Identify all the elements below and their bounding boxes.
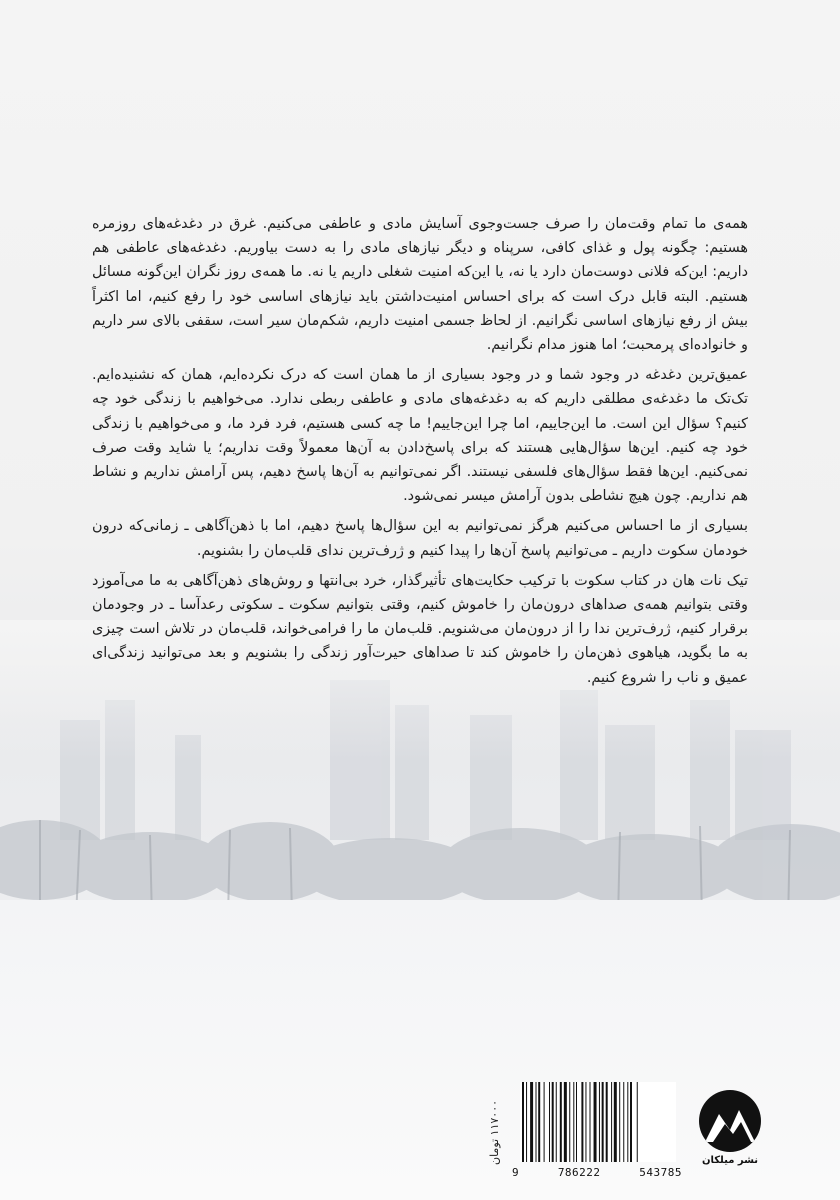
barcode-bar bbox=[526, 1082, 527, 1162]
barcode-bar bbox=[627, 1082, 628, 1162]
barcode-bar bbox=[623, 1082, 624, 1162]
barcode-bar bbox=[599, 1082, 600, 1162]
barcode-bar bbox=[585, 1082, 586, 1162]
isbn-digits bbox=[512, 1166, 682, 1179]
barcode-bar bbox=[530, 1082, 533, 1162]
barcode-bar bbox=[522, 1082, 524, 1162]
price-label: ۱۱۷۰۰۰ تومان bbox=[488, 1099, 501, 1165]
barcode-bar bbox=[594, 1082, 597, 1162]
barcode-bar bbox=[564, 1082, 567, 1162]
barcode-bar bbox=[576, 1082, 577, 1162]
barcode-bar bbox=[606, 1082, 608, 1162]
paragraph-2: عمیق‌ترین دغدغه در وجود شما و در وجود بسیاری از ما همان است که درک نکرده‌ایم، همان که نشنیده‌ایم. تک‌تک ما دغدغه‌ی مطلقی داریم که به دغدغه‌های مادی و عاطفی ربطی ندارد. می‌خواهیم با زندگی خود چه کنیم؟ سؤال این است. ما این‌جاییم، اما چرا این‌جاییم! ما چه کسی هستیم، فرد فرد ما، و می‌خواهیم با زندگی خود چه کنیم. این‌ها سؤال‌هایی هستند که برای پاسخ‌دادن به آن‌ها معمولاً وقت نداریم؛ یا شاید وقت صرف نمی‌کنیم. این‌ها فقط سؤال‌های فلسفی نیستند. اگر نمی‌توانیم به آن‌ها پاسخ دهیم، پس آرامش نداریم و نشاط هم نداریم. چون هیچ نشاطی بدون آرامش میسر نمی‌شود. bbox=[92, 367, 748, 505]
barcode-bar bbox=[619, 1082, 620, 1162]
barcode-bar bbox=[536, 1082, 537, 1162]
barcode-bar bbox=[602, 1082, 604, 1162]
isbn-barcode bbox=[520, 1082, 676, 1162]
back-cover-text bbox=[92, 212, 748, 696]
barcode-bar bbox=[630, 1082, 632, 1162]
paragraph-4: تیک نات هان در کتاب سکوت با ترکیب حکایت‌های تأثیرگذار، خرد بی‌انتها و روش‌های ذهن‌آگاهی به ما می‌آموزد وقتی بتوانیم همه‌ی صداهای درون‌مان را خاموش کنیم، وقتی بتوانیم سکوت ـ سکوتی رعدآسا ـ در وجودمان برقرار کنیم، ژرف‌ترین ندا را از درون‌مان می‌شنویم. قلب‌مان ما را فرامی‌خواند، قلب‌مان در تلاش است چیزی به ما بگوید، هیاهوی ذهن‌مان را خاموش کند تا صداهای حیرت‌آور زندگی را بشنویم و بعد می‌توانید زندگی‌ای عمیق و ناب را شروع کنیم. bbox=[92, 572, 748, 686]
barcode-bar bbox=[581, 1082, 583, 1162]
barcode-bar bbox=[549, 1082, 550, 1162]
barcode-bar bbox=[569, 1082, 570, 1162]
publisher-logo bbox=[692, 1090, 768, 1182]
barcode-bar bbox=[611, 1082, 612, 1162]
isbn-lead-digit: 9 bbox=[512, 1166, 520, 1179]
barcode-bar bbox=[614, 1082, 617, 1162]
barcode-bars bbox=[520, 1082, 676, 1162]
barcode-bar bbox=[637, 1082, 638, 1162]
mountains-shape bbox=[699, 1090, 761, 1152]
barcode-area bbox=[488, 1078, 770, 1188]
barcode-bar bbox=[538, 1082, 540, 1162]
mountains-logo-icon bbox=[699, 1090, 761, 1152]
barcode-bar bbox=[556, 1082, 557, 1162]
paragraph-1: همه‌ی ما تمام وقت‌مان را صرف جست‌وجوی آسایش مادی و عاطفی می‌کنیم. غرق در دغدغه‌های روزمره هستیم: چگونه پول و غذای کافی، سرپناه و دیگر نیازهای مادی را به دست بیاوریم. دغدغه‌های عاطفی هم داریم: این‌که فلانی دوست‌مان دارد یا نه، یا این‌که امنیت شغلی داریم یا نه. ما همه‌ی روز نگران این‌گونه مسائل هستیم. البته قابل درک است که برای احساس امنیت‌داشتن باید نیازهای اساسی خود را رفع کنیم، اما اکثراً بیش از رفع نیازهای اساسی نگرانیم. از لحاظ جسمی امنیت داریم، شکم‌مان سیر است، سقفی بالای سر داریم و خانواده‌ای پرمحبت؛ اما هنوز مدام نگرانیم. bbox=[92, 216, 748, 354]
isbn-group-2: 543785 bbox=[639, 1166, 682, 1179]
barcode-bar bbox=[544, 1082, 545, 1162]
publisher-name: نشر میلکان bbox=[701, 1155, 759, 1166]
paragraph-3: بسیاری از ما احساس می‌کنیم هرگز نمی‌توانیم به این سؤال‌ها پاسخ دهیم، اما با ذهن‌آگاهی ـ زمانی‌که درون خودمان سکوت داریم ـ می‌توانیم پاسخ آن‌ها را پیدا کنیم و ژرف‌ترین ندای قلب‌مان را بشنویم. bbox=[92, 518, 748, 559]
barcode-bar bbox=[560, 1082, 562, 1162]
barcode-bar bbox=[590, 1082, 591, 1162]
isbn-group-1: 786222 bbox=[557, 1166, 601, 1179]
barcode-bar bbox=[573, 1082, 574, 1162]
barcode-bar bbox=[552, 1082, 554, 1162]
